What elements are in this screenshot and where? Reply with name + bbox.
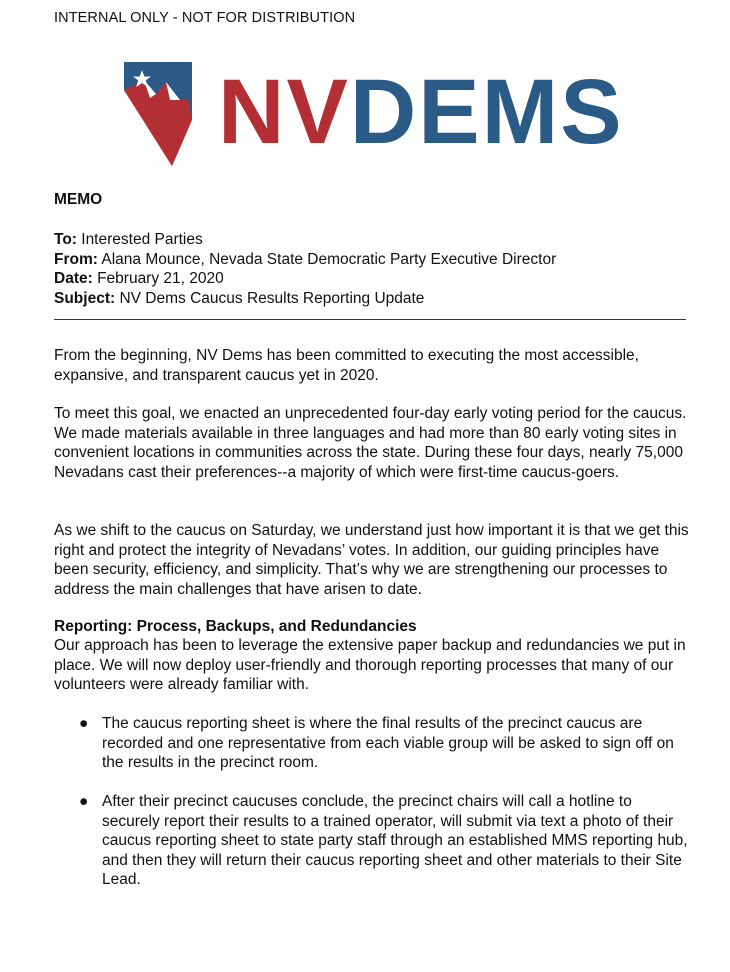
paragraph-intro: From the beginning, NV Dems has been committed to executing the most accessible, expansive, and transparent caucus yet in 2020. <box>54 347 639 384</box>
from-row <box>54 250 556 270</box>
date-label: Date: <box>54 270 93 287</box>
header-divider <box>54 319 686 320</box>
to-value: Interested Parties <box>76 231 203 248</box>
nvdems-logo <box>122 60 622 168</box>
from-value: Alana Mounce, Nevada State Democratic Party Executive Director <box>97 250 557 268</box>
date-value: February 21, 2020 <box>92 270 224 287</box>
nevada-state-icon <box>122 60 222 168</box>
paragraph-early-voting: To meet this goal, we enacted an unprecedented four-day early voting period for the caucus. We made materials available in three languages and had more than 80 early voting sites in convenient locations in communities across the state. During these four days, nearly 75,000 Nevadans cast their preferences--a majority of which were first-time caucus-goers. <box>54 405 687 481</box>
from-label: From: <box>54 250 98 268</box>
logo-wordmark <box>218 62 624 162</box>
to-row <box>54 230 556 250</box>
bullet-text: The caucus reporting sheet is where the final results of the precinct caucus are recorded and one representative from each viable group will be asked to sign off on the results in the precinct room. <box>102 715 674 771</box>
paragraph-caucus-shift: As we shift to the caucus on Saturday, we understand just how important it is that we get this right and protect the integrity of Nevadans’ votes. In addition, our guiding principles have been security, efficiency, and simplicity. That’s why we are strengthening our processes to address the main challenges that have arisen to date. <box>54 522 689 598</box>
date-row <box>54 269 556 289</box>
bullet-dot-icon: ● <box>79 793 89 810</box>
logo-dems-text: DEMS <box>349 61 624 163</box>
bullet-dot-icon: ● <box>79 715 89 732</box>
paragraph-approach: Our approach has been to leverage the extensive paper backup and redundancies we put in place. We will now deploy user-friendly and thorough reporting processes that many of our volunteers were already familiar with. <box>54 637 686 693</box>
distribution-banner: INTERNAL ONLY - NOT FOR DISTRIBUTION <box>54 10 356 26</box>
to-label: To: <box>54 231 77 248</box>
subject-value: NV Dems Caucus Results Reporting Update <box>115 289 425 307</box>
subject-label: Subject: <box>54 289 116 307</box>
memo-label: MEMO <box>54 191 103 208</box>
logo-nv-text: NV <box>218 61 350 163</box>
section-heading: Reporting: Process, Backups, and Redundancies <box>54 618 417 635</box>
memo-header <box>54 230 556 308</box>
bullet-text: After their precinct caucuses conclude, the precinct chairs will call a hotline to securely report their results to a trained operator, will submit via text a photo of their caucus reporting sheet to state party staff through an established MMS reporting hub, and then they will return their caucus reporting sheet and other materials to their Site Lead. <box>102 793 688 888</box>
subject-row <box>54 289 556 309</box>
